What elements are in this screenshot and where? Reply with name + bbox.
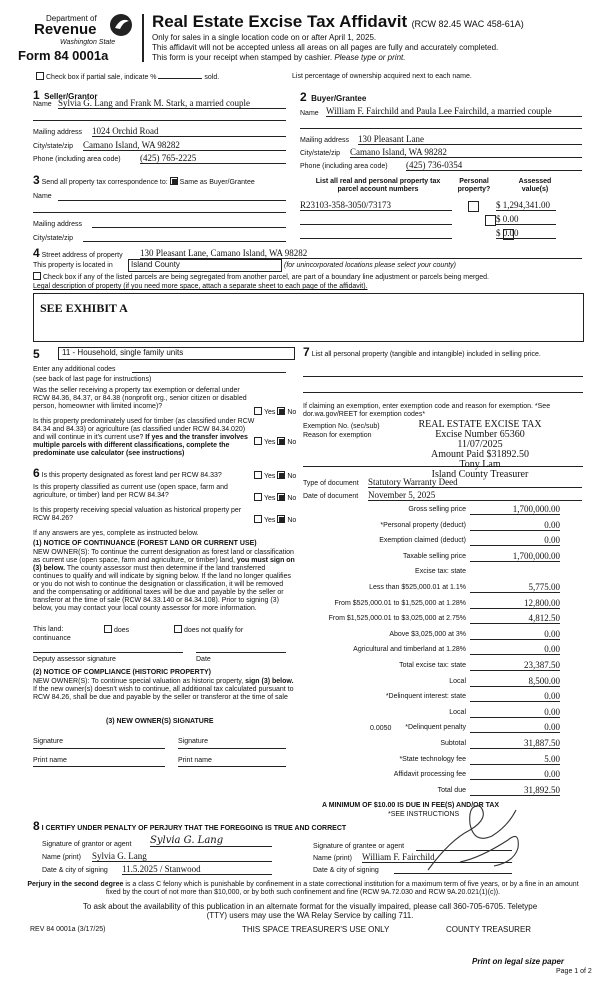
correspondence-label: Send all property tax correspondence to:: [41, 179, 168, 186]
s3-name-label: Name: [33, 193, 52, 200]
stamp-line-2: Excise Number 65360: [435, 429, 525, 440]
see-instructions: *SEE INSTRUCTIONS: [388, 811, 460, 818]
dept-line2: Revenue: [34, 21, 97, 38]
notice-1-text: [33, 549, 295, 613]
seller-city-label: City/state/zip: [33, 143, 74, 150]
tax-row-value[interactable]: 4,812.50: [470, 613, 560, 624]
parcel-acct-2[interactable]: [300, 214, 452, 225]
minimum-due-note: A MINIMUM OF $10.00 IS DUE IN FEE(S) AND/OR TAX: [322, 802, 500, 809]
does-not-qualify-checkbox[interactable]: [174, 625, 182, 633]
s6-q3-no-checkbox[interactable]: [277, 515, 285, 523]
parcel-acct-3[interactable]: [300, 228, 452, 239]
reason-label: Reason for exemption: [303, 432, 372, 439]
seller-phone-label: Phone (including area code): [33, 156, 121, 163]
section-4-number: 4: [33, 246, 40, 260]
personal-property-label: List all personal property (tangible and intangible) included in selling price.: [311, 351, 541, 358]
owner-print-label-1: Print name: [33, 757, 67, 764]
seller-city-field[interactable]: Camano Island, WA 98282: [83, 140, 286, 151]
doc-type-field[interactable]: Statutory Warranty Deed: [368, 477, 582, 488]
additional-codes-note: (see back of last page for instructions): [33, 376, 152, 383]
s6-q2-no-checkbox[interactable]: [277, 493, 285, 501]
dept-line3: Washington State: [60, 39, 116, 46]
rev-number: REV 84 0001a (3/17/25): [30, 926, 106, 933]
stamp-line-6: Island County Treasurer: [431, 469, 529, 480]
grantor-name-field[interactable]: Sylvia G. Lang: [92, 851, 272, 862]
tax-row-value[interactable]: 0.00: [470, 629, 560, 640]
partial-sale-row: [36, 72, 219, 82]
dor-emblem-icon: [108, 12, 134, 38]
tax-row-label: Affidavit processing fee: [393, 771, 466, 779]
s5-q1-yes-checkbox[interactable]: [254, 407, 262, 415]
certify-row: [33, 819, 347, 833]
seller-heading-label: Seller/Grantor: [44, 92, 98, 101]
owner-sig-label-1: Signature: [33, 738, 63, 745]
yes-label: Yes: [264, 473, 276, 480]
tax-row-label: From $1,525,000.01 to $3,025,000 at 2.75%: [328, 615, 466, 623]
buyer-heading-label: Buyer/Grantee: [311, 94, 367, 103]
legal-desc-label: Legal description of property (if you need more space, attach a separate sheet to each page of the affidavit).: [33, 283, 368, 290]
tax-row-value[interactable]: [470, 566, 560, 576]
yes-label: Yes: [264, 495, 276, 502]
no-label: No: [287, 409, 297, 416]
page-number: Page 1 of 2: [556, 968, 592, 975]
tax-row-label: Exemption claimed (deduct): [379, 537, 466, 545]
stamp-line-1: REAL ESTATE EXCISE TAX: [418, 419, 542, 430]
tax-row-value[interactable]: 0.00: [470, 644, 560, 655]
assessed-col-header: Assessed value(s): [518, 178, 552, 193]
header-note-3a: This form is your receipt when stamped by cashier.: [152, 53, 333, 62]
exemption-instructions: If claiming an exemption, enter exemption code and reason for exemption. *See dor.wa.gov/REET for exemption codes*: [303, 403, 551, 418]
header-divider: [142, 14, 144, 62]
tax-row-label: *Delinquent interest: state: [385, 693, 466, 701]
grantee-sig-label: Signature of grantee or agent: [313, 843, 405, 850]
tax-row-label: Gross selling price: [408, 506, 466, 513]
personal-property-checkbox-1[interactable]: [468, 201, 479, 212]
section-3-number: 3: [33, 173, 40, 187]
tax-row-label: Above $3,025,000 at 3%: [389, 630, 466, 638]
buyer-name-field[interactable]: William F. Fairchild and Paula Lee Fairchild, a married couple: [326, 106, 582, 117]
no-label: No: [287, 473, 297, 480]
notice-2-a: NEW OWNER(S): To continue special valuation as historic property,: [33, 678, 244, 685]
street-address-field[interactable]: 130 Pleasant Lane, Camano Island, WA 98282: [140, 248, 582, 259]
tax-row-label: *State technology fee: [399, 755, 466, 763]
section-5-number: 5: [33, 347, 40, 361]
perjury-notice: [20, 881, 586, 897]
tax-row-value[interactable]: 8,500.00: [470, 676, 560, 687]
buyer-mail-label: Mailing address: [300, 137, 350, 144]
legal-paper-note: Print on legal size paper: [472, 957, 565, 966]
s5-q1-no-checkbox[interactable]: [277, 407, 285, 415]
s5-q2-answers: [254, 437, 296, 447]
stamp-line-5: Tony Lam: [459, 459, 501, 470]
certify-label: I CERTIFY UNDER PENALTY OF PERJURY THAT THE FOREGOING IS TRUE AND CORRECT: [41, 825, 347, 832]
tax-row-label: Local: [449, 708, 466, 716]
notice-1-a: NEW OWNER(S): To continue the current designation as forest land or classification as current use (open space, farm and agriculture, or timber) land,: [33, 549, 294, 564]
tax-row-label: *Delinquent penalty: [405, 724, 466, 732]
notice-2-b: sign (3) below.: [245, 678, 294, 685]
does-not-label: does not qualify for: [184, 627, 244, 634]
segregated-checkbox[interactable]: [33, 272, 41, 280]
s5-q2-no-checkbox[interactable]: [277, 437, 285, 445]
form-title-row: [152, 12, 524, 32]
s6-q3-answers: [254, 515, 296, 525]
personal-property-checkbox-2[interactable]: [485, 215, 496, 226]
tax-row-label: Less than $525,000.01 at 1.1%: [369, 584, 466, 591]
notice-1-heading: (1) NOTICE OF CONTINUANCE (FOREST LAND OR CURRENT USE): [33, 540, 257, 547]
tax-row-label: Subtotal: [440, 740, 466, 747]
buyer-heading: [300, 88, 366, 106]
s3-mail-label: Mailing address: [33, 221, 83, 228]
s6-q1-row: [33, 466, 222, 480]
tax-row-value[interactable]: 12,800.00: [470, 598, 560, 609]
notice-1-b: you must sign on (3) below.: [33, 557, 295, 572]
tax-row-value[interactable]: 5,775.00: [470, 582, 560, 593]
continuance-label: continuance: [33, 635, 71, 642]
county-note: (for unincorporated locations please select your county): [284, 262, 456, 269]
no-label: No: [287, 439, 297, 446]
tax-row-value[interactable]: 1,700,000.00: [470, 551, 560, 562]
s6-q2: Is this property classified as current use (open space, farm and agriculture, or timber) land per RCW 84.34?: [33, 484, 228, 499]
stamp-line-4: Amount Paid $31892.50: [430, 449, 530, 460]
section-1-number: 1: [33, 88, 40, 102]
doc-type-label: Type of document: [303, 480, 359, 487]
s3-city-label: City/state/zip: [33, 235, 74, 242]
section-4-street-row: [33, 246, 123, 260]
parcel-col-header: List all real and personal property tax parcel account numbers: [315, 178, 441, 193]
dept-line1: Department of: [46, 14, 97, 23]
section-6-number: 6: [33, 466, 40, 480]
stamp-line-3: 11/07/2025: [457, 439, 503, 450]
grantor-sig-label: Signature of grantor or agent: [42, 841, 132, 848]
does-qualify-checkbox[interactable]: [104, 625, 112, 633]
deputy-label: Deputy assessor signature: [33, 656, 116, 663]
seller-name-label: Name: [33, 101, 52, 108]
buyer-phone-field[interactable]: (425) 736-0354: [406, 160, 582, 171]
s6-q3-yes-checkbox[interactable]: [254, 515, 262, 523]
tax-row-label: Excise tax: state: [415, 568, 466, 576]
s6-ifany: If any answers are yes, complete as instructed below.: [33, 530, 199, 537]
seller-mail-label: Mailing address: [33, 129, 83, 136]
yes-label: Yes: [264, 439, 276, 446]
yes-label: Yes: [264, 517, 276, 524]
county-select[interactable]: Island County: [128, 259, 282, 272]
header-note-1: Only for sales in a single location code on or after April 1, 2025.: [152, 33, 377, 42]
tax-row-value[interactable]: 0.00: [470, 769, 560, 780]
same-as-buyer-label: Same as Buyer/Grantee: [179, 179, 255, 186]
treasurer-use-only: THIS SPACE TREASURER'S USE ONLY: [242, 925, 390, 934]
located-label: This property is located in: [33, 262, 113, 269]
grantee-date-label: Date & city of signing: [313, 867, 379, 874]
no-label: No: [287, 495, 297, 502]
alt-format-1: To ask about the availability of this publication in an alternate format for the visually impaired, please call 360-705-6705. Teletype: [82, 902, 538, 911]
buyer-phone-label: Phone (including area code): [300, 163, 388, 170]
tax-row-value[interactable]: 5.00: [470, 754, 560, 765]
s6-q1-answers: [254, 471, 296, 481]
additional-codes-label: Enter any additional codes: [33, 366, 116, 373]
grantor-name-label: Name (print): [42, 854, 81, 861]
no-label: No: [287, 517, 297, 524]
s5-q1: Was the seller receiving a property tax exemption or deferral under RCW 84.36, 84.37, or 84.38 (nonprofit org., senior citizen or disabled person, homeowner with limited income)?: [33, 387, 247, 410]
s5-q1-answers: [254, 407, 296, 417]
buyer-mail-field[interactable]: 130 Pleasant Lane: [358, 134, 582, 145]
ownership-note: List percentage of ownership acquired next to each name.: [292, 73, 472, 80]
grantor-signature-field[interactable]: Sylvia G. Lang: [150, 835, 272, 847]
tax-row-label: Total due: [437, 786, 466, 794]
s6-q2-yes-checkbox[interactable]: [254, 493, 262, 501]
s6-q1-no-checkbox[interactable]: [277, 471, 285, 479]
notice-2-text: [33, 678, 295, 702]
does-not-option: [174, 625, 243, 635]
header-note-3: [152, 53, 405, 62]
s6-q3: Is this property receiving special valuation as historical property per RCW 84.26?: [33, 507, 242, 522]
same-as-buyer-checkbox[interactable]: [170, 177, 178, 185]
owner-print-label-2: Print name: [178, 757, 212, 764]
assessed-value-1[interactable]: $ 1,294,341.00: [496, 200, 556, 211]
section-3-heading: [33, 173, 255, 187]
county-treasurer-label: COUNTY TREASURER: [446, 925, 532, 934]
alt-format-2: (TTY) users may use the WA Relay Service by calling 711.: [206, 911, 414, 920]
legal-description-text: SEE EXHIBIT A: [40, 301, 128, 315]
does-option: [104, 625, 129, 635]
section-7-number: 7: [303, 345, 310, 359]
owner-sig-label-2: Signature: [178, 738, 208, 745]
buyer-city-field[interactable]: Camano Island, WA 98282: [350, 147, 582, 158]
buyer-name-label: Name: [300, 110, 319, 117]
street-label: Street address of property: [41, 252, 123, 259]
tax-row-value[interactable]: 31,887.50: [470, 738, 560, 749]
perjury-text: is a class C felony which is punishable by confinement in a state correctional institution for a maximum term of five years, or by a fine in an amount fixed by the court of not more than $10,000, or by both such confinement and fine (RCW 9A.72.030 and RCW 9A.20.021(1)(c)).: [105, 881, 579, 896]
notice-2-c: If the new owner(s) doesn't wish to continue, all additional tax calculated pursuant to RCW 84.26, shall be due and payable by the seller or transferor at the time of sale: [33, 686, 294, 701]
s5-q2a: Is this property predominately used for timber (as classified under RCW 84.34 and 84.33) or agriculture (as classified under RCW 84.34.020) and will continue in it's current use?: [33, 418, 255, 441]
exemption-no-label: Exemption No. (sec/sub): [303, 423, 380, 430]
s5-q2: [33, 418, 258, 458]
notice-3-heading: (3) NEW OWNER(S) SIGNATURE: [106, 718, 214, 725]
assessed-value-2[interactable]: $ 0.00: [496, 214, 556, 225]
s6-q2-answers: [254, 493, 296, 503]
sold-label: sold.: [204, 74, 220, 81]
tax-row-value[interactable]: 0.00: [470, 691, 560, 702]
segregated-label: Check box if any of the listed parcels are being segregated from another parcel, are part of a boundary line adjustment or parcels being merged.: [43, 274, 489, 281]
treasurer-stamp: [395, 420, 565, 480]
section-7-row: [303, 345, 583, 359]
does-label: does: [114, 627, 130, 634]
tax-row-value[interactable]: 1,700,000.00: [470, 504, 560, 515]
local-rate: 0.0050: [370, 725, 392, 732]
assessed-value-3[interactable]: $ 0.00: [496, 228, 556, 239]
section-8-number: 8: [33, 819, 40, 833]
tax-row-value[interactable]: 0.00: [470, 535, 560, 546]
s5-q2-yes-checkbox[interactable]: [254, 437, 262, 445]
personal-col-header: Personal property?: [457, 178, 491, 193]
rcw-ref: (RCW 82.45 WAC 458-61A): [411, 19, 524, 29]
section-2-number: 2: [300, 90, 307, 104]
tax-row-value[interactable]: 23,387.50: [470, 660, 560, 671]
header-note-2: This affidavit will not be accepted unless all areas on all pages are fully and accurately completed.: [152, 43, 499, 52]
grantee-name-label: Name (print): [313, 855, 352, 862]
partial-sale-label: Check box if partial sale, indicate %: [46, 74, 157, 81]
seller-phone-field[interactable]: (425) 765-2225: [140, 153, 286, 164]
legal-description-box[interactable]: [33, 293, 584, 342]
notice-1-c: The county assessor must then determine if the land transferred continues to qualify and will indicate by signing below. If the land no longer qualifies or you do not wish to continue the designation or classification, it will be removed and the compensating or additional taxes will be due and payable by the seller or transferor at the time of sale (RCW 84.33.140 or 84.34.108). Prior to signing (3) below, you may contact your local county assessor for more information.: [33, 565, 291, 612]
seller-name-field[interactable]: Sylvia G. Lang and Frank M. Stark, a married couple: [58, 98, 286, 109]
header-note-3b: Please type or print.: [334, 53, 406, 62]
segregated-row: [33, 272, 489, 282]
yes-label: Yes: [264, 409, 276, 416]
perjury-bold: Perjury in the second degree: [27, 881, 124, 888]
deputy-date-label: Date: [196, 656, 211, 663]
buyer-city-label: City/state/zip: [300, 150, 341, 157]
land-use-select[interactable]: 11 - Household, single family units: [58, 347, 295, 360]
tax-row-label: From $525,000.01 to $1,525,000 at 1.28%: [334, 599, 466, 607]
tax-row-value[interactable]: 31,892.50: [470, 785, 560, 796]
s6-q1-yes-checkbox[interactable]: [254, 471, 262, 479]
tax-row-label: *Personal property (deduct): [380, 521, 466, 529]
doc-date-field[interactable]: November 5, 2025: [368, 490, 582, 501]
s5-q2b: If yes and the transfer involves multiple parcels with different classifications, complete the predominate use calculator (see instructions): [33, 434, 248, 457]
seller-mail-field[interactable]: 1024 Orchid Road: [92, 126, 286, 137]
tax-row-label: Agricultural and timberland at 1.28%: [353, 646, 466, 654]
form-number: Form 84 0001a: [18, 48, 109, 63]
tax-row-label: Local: [449, 677, 466, 685]
partial-sale-checkbox[interactable]: [36, 72, 44, 80]
doc-date-label: Date of document: [303, 493, 359, 500]
tax-row-value[interactable]: 0.00: [470, 722, 560, 733]
grantor-date-field[interactable]: 11.5.2025 / Stanwood: [122, 864, 272, 875]
tax-row-value[interactable]: 0.00: [470, 520, 560, 531]
tax-row-value[interactable]: 0.00: [470, 707, 560, 718]
grantee-name-field[interactable]: William F. Fairchild: [362, 852, 512, 863]
this-land-label: This land:: [33, 626, 64, 633]
notice-2-heading: (2) NOTICE OF COMPLIANCE (HISTORIC PROPERTY): [33, 669, 211, 676]
grantor-date-label: Date & city of signing: [42, 867, 108, 874]
grantee-signature-scribble: [420, 800, 530, 880]
form-title: Real Estate Excise Tax Affidavit: [152, 12, 408, 31]
s6-q1: Is this property designated as forest land per RCW 84.33?: [41, 472, 222, 479]
tax-row-label: Total excise tax: state: [399, 662, 466, 669]
parcel-acct-1[interactable]: R23103-358-3050/73173: [300, 200, 452, 211]
tax-row-label: Taxable selling price: [402, 552, 466, 560]
